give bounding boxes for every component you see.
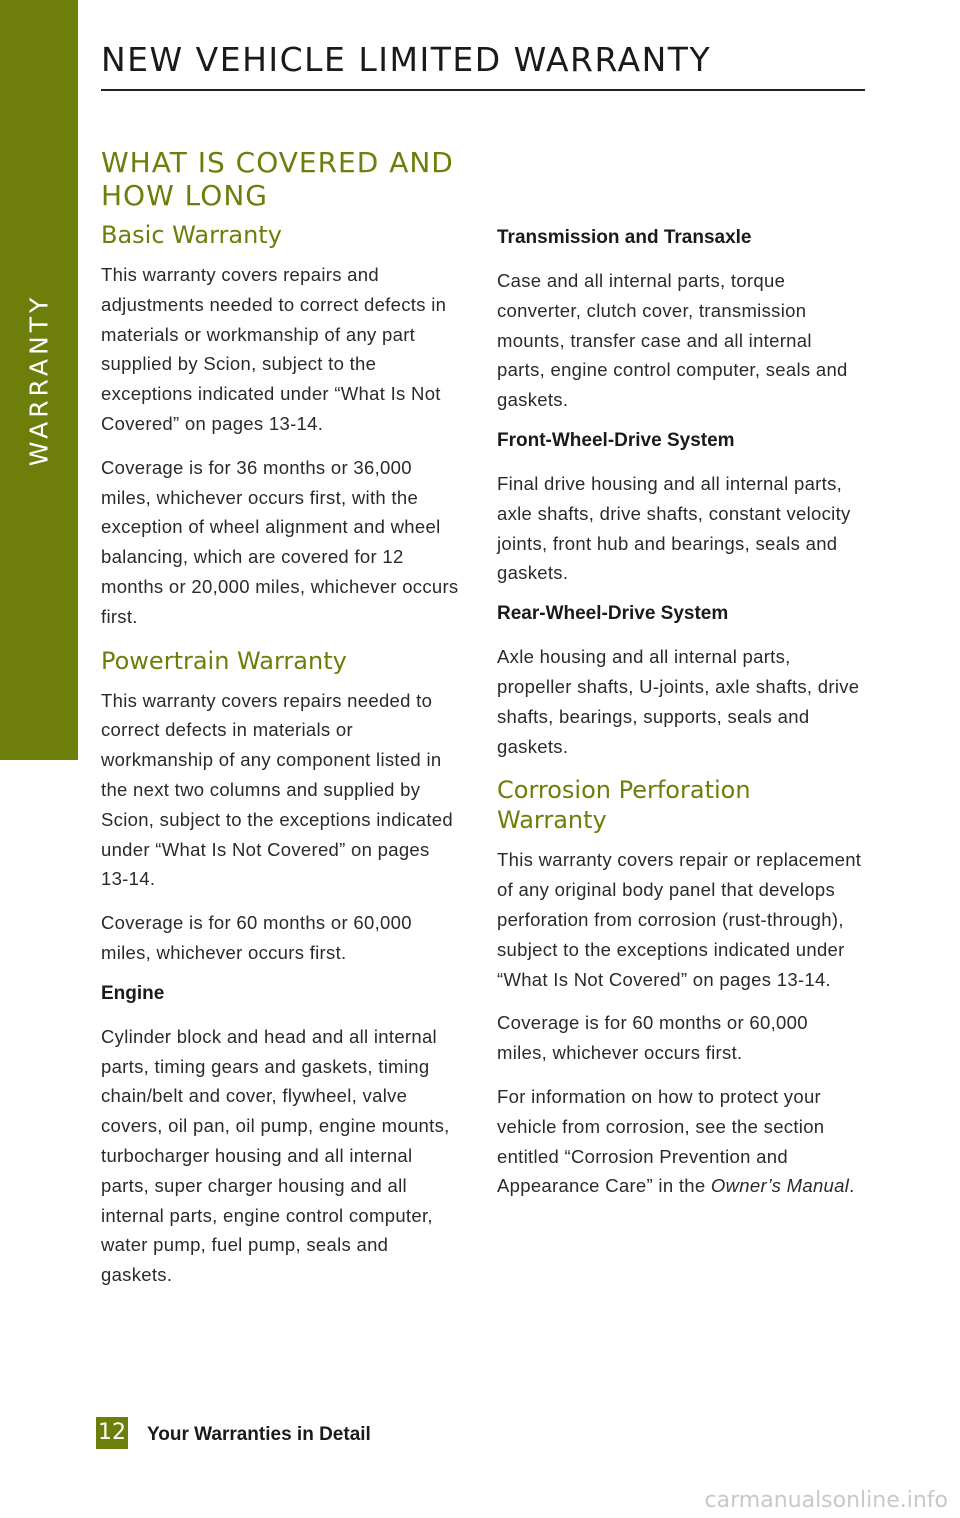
- title-divider: [101, 89, 865, 91]
- corrosion-paragraph-1: This warranty covers repair or replacement of any original body panel that develops perforation from corrosion (rust-through), subject to the exceptions indicated under “What Is Not Covered” on pages 13-14.: [497, 849, 862, 990]
- rwd-heading: Rear-Wheel-Drive System: [497, 603, 729, 625]
- corrosion-paragraph-3-text: For information on how to protect your vehicle from corrosion, see the section entitled “Corrosion Prevention and Appearance Care” in the: [497, 1085, 825, 1197]
- footer-label: Your Warranties in Detail: [147, 1424, 371, 1445]
- fwd-heading: Front-Wheel-Drive System: [497, 429, 735, 451]
- corrosion-paragraph-3-end: .: [849, 1175, 855, 1197]
- watermark: carmanualsonline.info: [704, 1488, 948, 1513]
- rwd-paragraph: Axle housing and all internal parts, propeller shafts, U-joints, axle shafts, drive shafts, bearings, supports, seals and gaskets.: [497, 646, 860, 757]
- powertrain-warranty-paragraph-2: Coverage is for 60 months or 60,000 miles, whichever occurs first.: [101, 912, 412, 963]
- corrosion-warranty-heading: Corrosion Perforation Warranty: [497, 776, 751, 835]
- basic-warranty-heading: Basic Warranty: [101, 221, 282, 249]
- corrosion-paragraph-3: [497, 1082, 862, 1201]
- corrosion-paragraph-2: Coverage is for 60 months or 60,000 miles, whichever occurs first.: [497, 1012, 808, 1064]
- fwd-paragraph: Final drive housing and all internal parts, axle shafts, drive shafts, constant velocity joints, front hub and bearings, seals and gaskets.: [497, 472, 851, 584]
- transmission-heading: Transmission and Transaxle: [497, 227, 752, 248]
- basic-warranty-paragraph-2: Coverage is for 36 months or 36,000 miles, whichever occurs first, with the exception of wheel alignment and wheel balancing, which are covered for 12 months or 20,000 miles, whichever occurs first.: [101, 456, 459, 627]
- page-title: NEW VEHICLE LIMITED WARRANTY: [101, 40, 712, 79]
- left-column: [101, 220, 461, 1304]
- owners-manual-title: Owner’s Manual: [710, 1175, 850, 1197]
- engine-paragraph: Cylinder block and head and all internal parts, timing gears and gaskets, timing chain/belt and cover, flywheel, valve covers, oil pan, oil pump, engine mounts, turbocharger housing and all internal parts, super charger housing and all internal parts, engine control computer, water pump, fuel pump, seals and gaskets.: [101, 1025, 450, 1286]
- side-tab-label: WARRANTY: [24, 293, 54, 467]
- right-column: [497, 226, 862, 1215]
- engine-heading: Engine: [101, 982, 165, 1004]
- powertrain-warranty-paragraph-1: This warranty covers repairs needed to correct defects in materials or workmanship of any component listed in the next two columns and supplied by Scion, subject to the exceptions indicated under “What Is Not Covered” on pages 13-14.: [101, 689, 453, 890]
- powertrain-warranty-heading: Powertrain Warranty: [101, 646, 347, 675]
- section-title: WHAT IS COVERED AND HOW LONG: [101, 146, 454, 212]
- transmission-paragraph: Case and all internal parts, torque converter, clutch cover, transmission mounts, transfer case and all internal parts, engine control computer, seals and gaskets.: [497, 270, 848, 411]
- basic-warranty-paragraph-1: This warranty covers repairs and adjustments needed to correct defects in materials or workmanship of any part supplied by Scion, subject to the exceptions indicated under “What Is Not Covered” on pages 13-14.: [101, 264, 447, 434]
- page-number: 12: [96, 1417, 128, 1449]
- side-tab: [0, 0, 78, 760]
